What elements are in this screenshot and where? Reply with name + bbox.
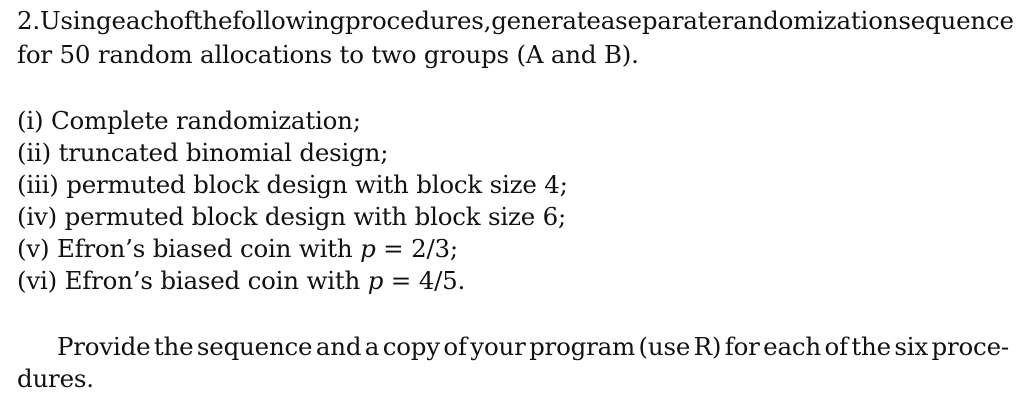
procedure-item-ii: (ii) truncated binomial design; [17, 138, 389, 167]
intro-line-1-word: separate [615, 6, 722, 35]
intro-line-1-word: procedures, [345, 6, 492, 35]
procedure-item-iii: (iii) permuted block design with block size 4; [17, 170, 568, 199]
procedure-item-iv: (iv) permuted block design with block size 6; [17, 202, 567, 231]
intro-line-1-word: Using [39, 6, 112, 35]
closing-line-1-word: program [529, 332, 636, 361]
procedure-item-v-equals: = [383, 234, 404, 263]
procedure-item-i: (i) Complete randomization; [17, 106, 361, 135]
closing-line-1-word: copy [382, 332, 440, 361]
intro-line-1-word: generate [491, 6, 601, 35]
intro-line-1-word: randomization [721, 6, 899, 35]
closing-line-1-word: sequence [196, 332, 313, 361]
closing-line-1-word: of [824, 332, 848, 361]
question-intro-line-1 [17, 6, 1014, 36]
procedure-item-vi-equals: = [390, 266, 412, 295]
procedure-item-v-text: (v) Efron’s biased coin with [17, 234, 353, 263]
closing-line-1-word: for [724, 332, 760, 361]
procedure-item-v [17, 234, 458, 264]
closing-line-1-word: R) [693, 332, 722, 361]
closing-instruction-line-1 [57, 332, 1009, 362]
intro-line-1-word: following [232, 6, 345, 35]
closing-line-1-word: a [364, 332, 380, 361]
procedure-item-v-value: 2/3; [411, 234, 458, 263]
intro-line-1-word: a [600, 6, 616, 35]
closing-line-1-word: the [153, 332, 194, 361]
intro-line-1-word: of [169, 6, 193, 35]
procedure-item-vi-value: 4/5. [418, 266, 466, 295]
closing-line-1-word: each [763, 332, 821, 361]
closing-line-1-word: Provide [57, 332, 151, 361]
procedure-item-vi [17, 266, 465, 296]
intro-line-1-word: sequence [898, 6, 1014, 35]
closing-line-1-word: of [443, 332, 467, 361]
intro-line-1-word: the [192, 6, 233, 35]
closing-line-1-word: the [851, 332, 891, 361]
closing-line-1-word: proce- [931, 332, 1009, 361]
procedure-item-v-variable: p [360, 234, 376, 263]
question-intro-line-2: for 50 random allocations to two groups (A and B). [17, 40, 639, 69]
intro-line-1-word: 2. [17, 6, 40, 35]
closing-instruction-line-2: dures. [17, 364, 94, 393]
intro-line-1-word: each [111, 6, 170, 35]
closing-line-1-word: your [470, 332, 526, 361]
closing-line-1-word: and [315, 332, 362, 361]
procedure-item-vi-variable: p [367, 266, 384, 295]
closing-line-1-word: (use [638, 332, 691, 361]
procedure-item-vi-text: (vi) Efron’s biased coin with [17, 266, 361, 295]
closing-line-1-word: six [894, 332, 929, 361]
